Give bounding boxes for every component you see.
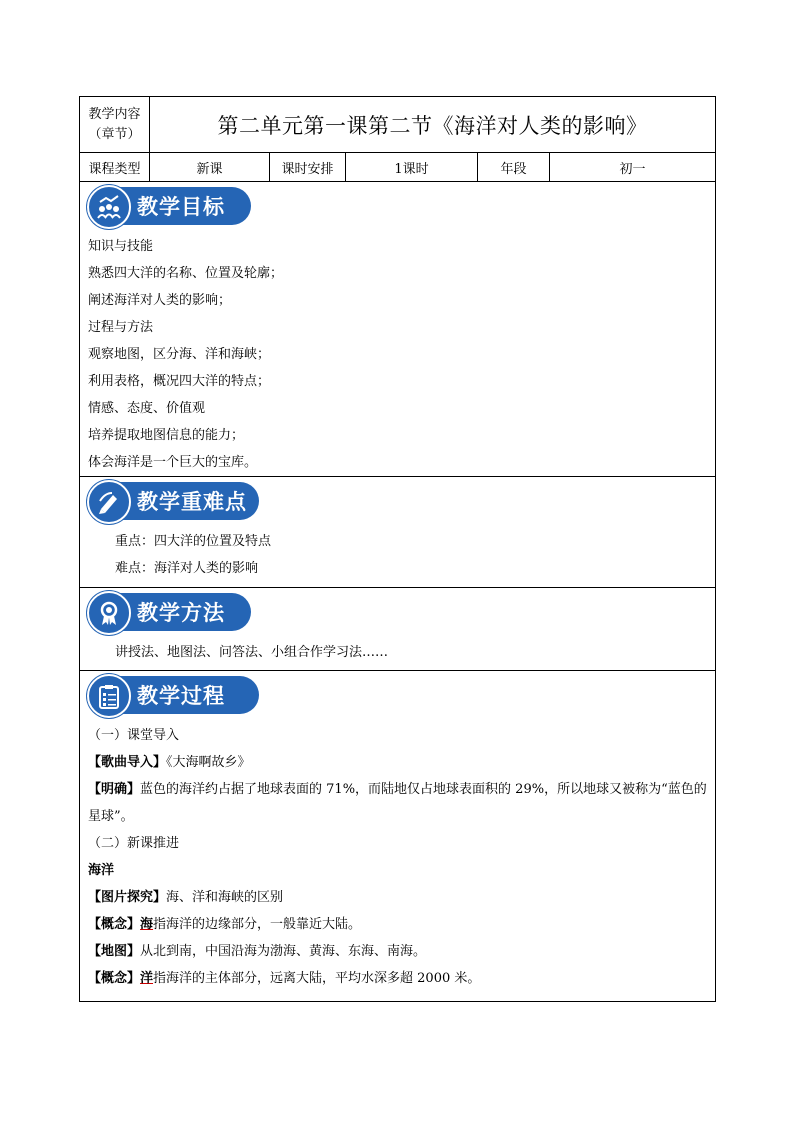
course-type-value: 新课	[150, 153, 270, 182]
concept-key-sea: 海	[140, 917, 154, 932]
people-chart-icon	[87, 185, 131, 229]
pencil-icon	[87, 480, 131, 524]
song-line	[80, 749, 715, 776]
objective-line: 利用表格，概况四大洋的特点；	[88, 374, 271, 389]
clarify-line	[80, 776, 715, 830]
process-banner	[87, 674, 715, 718]
objective-line: 熟悉四大洋的名称、位置及轮廓；	[88, 266, 284, 281]
content-label-line2: （章节）	[88, 126, 141, 142]
grade-value: 初一	[550, 153, 716, 182]
clarify-text: 蓝色的海洋约占据了地球表面的 71%，而陆地仅占地球表面积的 29%，所以地球又被称为“蓝色的星球”。	[88, 782, 707, 824]
explore-text: 海、洋和海峡的区别	[166, 890, 284, 905]
methods-heading: 教学方法	[137, 601, 225, 625]
objective-line: 观察地图，区分海、洋和海峡；	[88, 347, 271, 362]
content-label-cell	[80, 97, 150, 153]
hours-label: 课时安排	[270, 153, 346, 182]
objectives-heading: 教学目标	[137, 195, 225, 219]
explore-tag: 【图片探究】	[88, 890, 167, 905]
key-points-banner	[87, 480, 715, 524]
process-section	[80, 671, 716, 1002]
process-heading: 教学过程	[137, 684, 225, 708]
clipboard-list-icon	[87, 674, 131, 718]
concept-sea-line	[80, 911, 715, 938]
objective-line: 阐述海洋对人类的影响；	[88, 293, 232, 308]
concept-sea-text: 指海洋的边缘部分，一般靠近大陆。	[153, 917, 362, 932]
methods-text: 讲授法、地图法、问答法、小组合作学习法……	[115, 645, 389, 660]
methods-banner	[87, 591, 715, 635]
difficult-point-line: 难点：海洋对人类的影响	[115, 561, 259, 576]
award-ribbon-icon	[87, 591, 131, 635]
grade-label: 年段	[478, 153, 550, 182]
key-points-section	[80, 477, 716, 588]
methods-section	[80, 588, 716, 671]
objective-line: 体会海洋是一个巨大的宝库。	[88, 455, 258, 470]
content-label-line1: 教学内容	[88, 106, 141, 122]
new-lesson-heading: （二）新课推进	[88, 836, 180, 851]
course-type-label: 课程类型	[80, 153, 150, 182]
song-text: 《大海啊故乡》	[166, 755, 251, 770]
clarify-tag: 【明确】	[88, 782, 141, 797]
key-point-line: 重点：四大洋的位置及特点	[115, 534, 272, 549]
objective-line: 过程与方法	[88, 320, 154, 335]
map-line	[80, 938, 715, 965]
ocean-heading: 海洋	[88, 863, 115, 878]
concept-tag: 【概念】	[88, 917, 141, 932]
concept-key-ocean: 洋	[140, 971, 154, 986]
concept-ocean-text: 指海洋的主体部分，远离大陆，平均水深多超 2000 米。	[153, 971, 481, 986]
song-tag: 【歌曲导入】	[88, 755, 167, 770]
lesson-plan-table	[79, 96, 716, 1002]
concept-tag: 【概念】	[88, 971, 141, 986]
objective-line: 培养提取地图信息的能力；	[88, 428, 245, 443]
concept-ocean-line	[80, 965, 715, 992]
objectives-section	[80, 182, 716, 477]
objective-line: 知识与技能	[88, 239, 154, 254]
map-text: 从北到南，中国沿海为渤海、黄海、东海、南海。	[140, 944, 427, 959]
objectives-banner	[87, 185, 715, 229]
page-title: 第二单元第一课第二节《海洋对人类的影响》	[150, 97, 716, 153]
hours-value: 1课时	[346, 153, 478, 182]
map-tag: 【地图】	[88, 944, 141, 959]
intro-heading: （一）课堂导入	[88, 728, 180, 743]
objective-line: 情感、态度、价值观	[88, 401, 206, 416]
explore-line	[80, 884, 715, 911]
key-points-heading: 教学重难点	[137, 490, 247, 514]
